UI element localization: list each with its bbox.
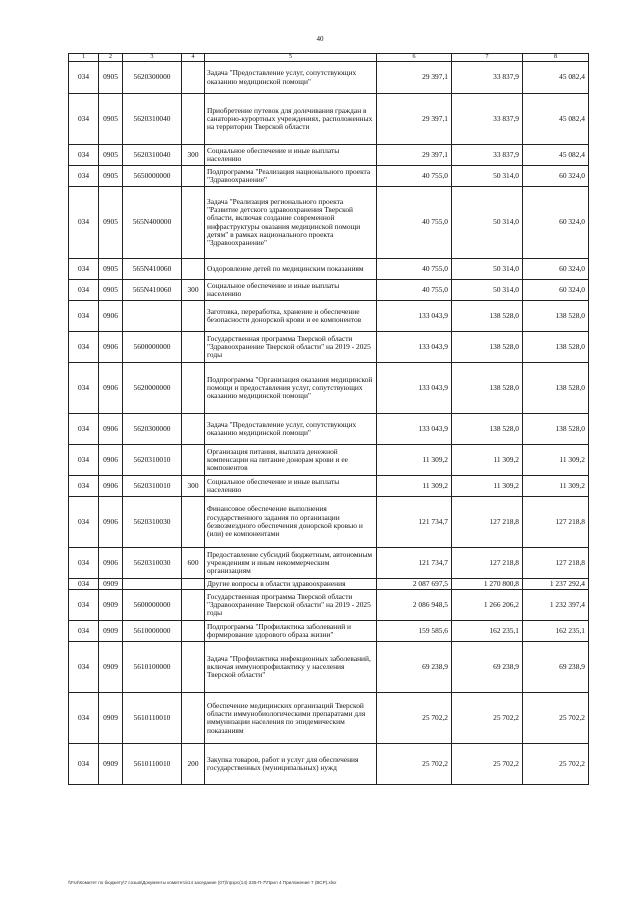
target-article-cell: 5610110010 xyxy=(123,693,182,744)
expense-type-cell xyxy=(182,590,205,621)
amount-2024-cell: 50 314,0 xyxy=(452,280,523,301)
table-row xyxy=(69,642,589,693)
description-cell: Подпрограмма "Организация оказания медицинской помощи и предоставления услуг, сопутствующих оказанию медицинской помощи" xyxy=(205,363,377,414)
amount-2023-cell: 2 086 948,5 xyxy=(377,590,452,621)
amount-2025-cell: 45 082,4 xyxy=(523,94,589,145)
expense-type-cell xyxy=(182,414,205,445)
table-row xyxy=(69,62,589,94)
expense-type-cell xyxy=(182,332,205,363)
amount-2025-cell: 69 238,9 xyxy=(523,642,589,693)
amount-2023-cell: 133 043,9 xyxy=(377,363,452,414)
description-cell: Задача "Предоставление услуг, сопутствующих оказанию медицинской помощи" xyxy=(205,414,377,445)
amount-2023-cell: 40 755,0 xyxy=(377,187,452,259)
section-code-cell: 0906 xyxy=(99,497,123,548)
amount-2025-cell: 138 528,0 xyxy=(523,363,589,414)
description-cell: Финансовое обеспечение выполнения государственного задания по организации безвозмездного обеспечения донорской кровью и (или) ее компонентами xyxy=(205,497,377,548)
amount-2025-cell: 25 702,2 xyxy=(523,744,589,785)
description-cell: Подпрограмма "Профилактика заболеваний и формирование здорового образа жизни" xyxy=(205,621,377,642)
amount-2024-cell: 69 238,9 xyxy=(452,642,523,693)
column-number: 7 xyxy=(452,54,523,62)
amount-2024-cell: 25 702,2 xyxy=(452,744,523,785)
admin-code-cell: 034 xyxy=(69,166,99,187)
section-code-cell: 0906 xyxy=(99,332,123,363)
expense-type-cell: 300 xyxy=(182,476,205,497)
admin-code-cell: 034 xyxy=(69,62,99,94)
admin-code-cell: 034 xyxy=(69,187,99,259)
section-code-cell: 0909 xyxy=(99,693,123,744)
description-cell: Другие вопросы в области здравоохранения xyxy=(205,579,377,590)
target-article-cell: 5620310010 xyxy=(123,476,182,497)
section-code-cell: 0905 xyxy=(99,62,123,94)
admin-code-cell: 034 xyxy=(69,497,99,548)
table-row xyxy=(69,280,589,301)
amount-2025-cell: 127 218,8 xyxy=(523,548,589,579)
amount-2025-cell: 1 237 292,4 xyxy=(523,579,589,590)
amount-2025-cell: 11 309,2 xyxy=(523,445,589,476)
amount-2024-cell: 138 528,0 xyxy=(452,301,523,332)
table-row xyxy=(69,744,589,785)
section-code-cell: 0906 xyxy=(99,414,123,445)
amount-2025-cell: 60 324,0 xyxy=(523,166,589,187)
amount-2024-cell: 138 528,0 xyxy=(452,414,523,445)
amount-2025-cell: 162 235,1 xyxy=(523,621,589,642)
expense-type-cell xyxy=(182,693,205,744)
expense-type-cell xyxy=(182,363,205,414)
expense-type-cell: 600 xyxy=(182,548,205,579)
amount-2023-cell: 40 755,0 xyxy=(377,280,452,301)
table-row xyxy=(69,363,589,414)
section-code-cell: 0905 xyxy=(99,280,123,301)
amount-2023-cell: 69 238,9 xyxy=(377,642,452,693)
section-code-cell: 0909 xyxy=(99,621,123,642)
amount-2023-cell: 25 702,2 xyxy=(377,693,452,744)
amount-2023-cell: 133 043,9 xyxy=(377,414,452,445)
table-row xyxy=(69,579,589,590)
target-article-cell: 565N400000 xyxy=(123,187,182,259)
target-article-cell: 5620310010 xyxy=(123,445,182,476)
admin-code-cell: 034 xyxy=(69,332,99,363)
description-cell: Оздоровление детей по медицинским показаниям xyxy=(205,259,377,280)
amount-2023-cell: 121 734,7 xyxy=(377,548,452,579)
amount-2025-cell: 138 528,0 xyxy=(523,414,589,445)
amount-2024-cell: 127 218,8 xyxy=(452,497,523,548)
admin-code-cell: 034 xyxy=(69,414,99,445)
admin-code-cell: 034 xyxy=(69,744,99,785)
section-code-cell: 0909 xyxy=(99,579,123,590)
column-number: 8 xyxy=(523,54,589,62)
amount-2023-cell: 2 087 697,5 xyxy=(377,579,452,590)
expense-type-cell xyxy=(182,642,205,693)
amount-2023-cell: 159 585,6 xyxy=(377,621,452,642)
admin-code-cell: 034 xyxy=(69,94,99,145)
description-cell: Подпрограмма "Реализация национального проекта "Здравоохранение" xyxy=(205,166,377,187)
amount-2023-cell: 40 755,0 xyxy=(377,166,452,187)
target-article-cell: 5620310040 xyxy=(123,145,182,166)
expense-type-cell xyxy=(182,301,205,332)
admin-code-cell: 034 xyxy=(69,590,99,621)
file-path-footer: \\Fs4\Комитет по бюджету\7 созыв\Документы комитета\14 заседание (07)\прзрс(14) 235-П-7\Прил 4 Приложение 7 (ВСР).xlsx xyxy=(68,880,337,885)
expense-type-cell: 300 xyxy=(182,280,205,301)
amount-2025-cell: 138 528,0 xyxy=(523,301,589,332)
column-number: 1 xyxy=(69,54,99,62)
expense-type-cell: 200 xyxy=(182,744,205,785)
admin-code-cell: 034 xyxy=(69,445,99,476)
expense-type-cell xyxy=(182,187,205,259)
amount-2024-cell: 25 702,2 xyxy=(452,693,523,744)
table-row xyxy=(69,693,589,744)
amount-2024-cell: 50 314,0 xyxy=(452,166,523,187)
amount-2023-cell: 133 043,9 xyxy=(377,301,452,332)
description-cell: Задача "Предоставление услуг, сопутствующих оказанию медицинской помощи" xyxy=(205,62,377,94)
amount-2025-cell: 60 324,0 xyxy=(523,187,589,259)
target-article-cell: 565N410060 xyxy=(123,280,182,301)
admin-code-cell: 034 xyxy=(69,280,99,301)
target-article-cell: 5610000000 xyxy=(123,621,182,642)
table-row xyxy=(69,548,589,579)
table-body xyxy=(69,62,589,785)
admin-code-cell: 034 xyxy=(69,145,99,166)
amount-2025-cell: 60 324,0 xyxy=(523,259,589,280)
column-number: 2 xyxy=(99,54,123,62)
table-row xyxy=(69,166,589,187)
admin-code-cell: 034 xyxy=(69,259,99,280)
section-code-cell: 0906 xyxy=(99,548,123,579)
amount-2024-cell: 11 309,2 xyxy=(452,476,523,497)
amount-2025-cell: 127 218,8 xyxy=(523,497,589,548)
amount-2025-cell: 45 082,4 xyxy=(523,145,589,166)
target-article-cell: 5600000000 xyxy=(123,590,182,621)
description-cell: Заготовка, переработка, хранение и обеспечение безопасности донорской крови и ее компонентов xyxy=(205,301,377,332)
table-row xyxy=(69,590,589,621)
budget-table xyxy=(68,53,589,785)
target-article-cell xyxy=(123,301,182,332)
amount-2023-cell: 25 702,2 xyxy=(377,744,452,785)
table-row xyxy=(69,301,589,332)
section-code-cell: 0905 xyxy=(99,145,123,166)
amount-2024-cell: 33 837,9 xyxy=(452,62,523,94)
amount-2023-cell: 29 397,1 xyxy=(377,62,452,94)
table-row xyxy=(69,414,589,445)
section-code-cell: 0906 xyxy=(99,445,123,476)
section-code-cell: 0905 xyxy=(99,187,123,259)
section-code-cell: 0905 xyxy=(99,94,123,145)
table-row xyxy=(69,145,589,166)
admin-code-cell: 034 xyxy=(69,642,99,693)
column-number: 6 xyxy=(377,54,452,62)
amount-2023-cell: 11 309,2 xyxy=(377,476,452,497)
expense-type-cell xyxy=(182,621,205,642)
description-cell: Организация питания, выплата денежной компенсации на питание донорам крови и ее компонентов xyxy=(205,445,377,476)
column-number: 4 xyxy=(182,54,205,62)
admin-code-cell: 034 xyxy=(69,621,99,642)
amount-2024-cell: 33 837,9 xyxy=(452,94,523,145)
target-article-cell: 5610110010 xyxy=(123,744,182,785)
target-article-cell: 5620300000 xyxy=(123,414,182,445)
amount-2025-cell: 25 702,2 xyxy=(523,693,589,744)
admin-code-cell: 034 xyxy=(69,693,99,744)
amount-2024-cell: 127 218,8 xyxy=(452,548,523,579)
target-article-cell: 5620310040 xyxy=(123,94,182,145)
admin-code-cell: 034 xyxy=(69,301,99,332)
table-row xyxy=(69,621,589,642)
target-article-cell: 565N410060 xyxy=(123,259,182,280)
target-article-cell: 5610100000 xyxy=(123,642,182,693)
description-cell: Социальное обеспечение и иные выплаты населению xyxy=(205,476,377,497)
amount-2024-cell: 138 528,0 xyxy=(452,332,523,363)
amount-2024-cell: 33 837,9 xyxy=(452,145,523,166)
description-cell: Задача "Профилактика инфекционных заболеваний, включая иммунопрофилактику у населения Тверской области" xyxy=(205,642,377,693)
description-cell: Обеспечение медицинских организаций Тверской области иммунобиологическими препаратами для иммунизации населения по эпидемическим показаниям xyxy=(205,693,377,744)
table-row xyxy=(69,259,589,280)
expense-type-cell xyxy=(182,497,205,548)
amount-2025-cell: 138 528,0 xyxy=(523,332,589,363)
column-number: 3 xyxy=(123,54,182,62)
amount-2023-cell: 29 397,1 xyxy=(377,145,452,166)
admin-code-cell: 034 xyxy=(69,579,99,590)
table-row xyxy=(69,476,589,497)
description-cell: Приобретение путевок для долечивания граждан в санаторно-курортных учреждениях, расположенных на территории Тверской области xyxy=(205,94,377,145)
expense-type-cell xyxy=(182,62,205,94)
section-code-cell: 0909 xyxy=(99,744,123,785)
column-number: 5 xyxy=(205,54,377,62)
section-code-cell: 0905 xyxy=(99,259,123,280)
amount-2023-cell: 40 755,0 xyxy=(377,259,452,280)
admin-code-cell: 034 xyxy=(69,476,99,497)
amount-2024-cell: 50 314,0 xyxy=(452,187,523,259)
amount-2023-cell: 29 397,1 xyxy=(377,94,452,145)
section-code-cell: 0909 xyxy=(99,590,123,621)
description-cell: Предоставление субсидий бюджетным, автономным учреждениям и иным некоммерческим организациям xyxy=(205,548,377,579)
amount-2025-cell: 60 324,0 xyxy=(523,280,589,301)
table-row xyxy=(69,332,589,363)
amount-2025-cell: 45 082,4 xyxy=(523,62,589,94)
expense-type-cell: 300 xyxy=(182,145,205,166)
expense-type-cell xyxy=(182,166,205,187)
amount-2024-cell: 1 270 800,8 xyxy=(452,579,523,590)
expense-type-cell xyxy=(182,259,205,280)
description-cell: Социальное обеспечение и иные выплаты населению xyxy=(205,145,377,166)
amount-2024-cell: 1 266 206,2 xyxy=(452,590,523,621)
description-cell: Закупка товаров, работ и услуг для обеспечения государственных (муниципальных) нужд xyxy=(205,744,377,785)
target-article-cell: 5620310030 xyxy=(123,548,182,579)
amount-2024-cell: 138 528,0 xyxy=(452,363,523,414)
section-code-cell: 0906 xyxy=(99,363,123,414)
section-code-cell: 0906 xyxy=(99,301,123,332)
amount-2023-cell: 121 734,7 xyxy=(377,497,452,548)
table-row xyxy=(69,445,589,476)
description-cell: Задача "Реализация регионального проекта "Развитие детского здравоохранения Тверской области, включая создание современной инфраструктуры оказания медицинской помощи детям" в рамках национального проекта "Здравоохранение" xyxy=(205,187,377,259)
table-row xyxy=(69,497,589,548)
column-number-row xyxy=(69,54,589,62)
description-cell: Государственная программа Тверской области "Здравоохранение Тверской области" на 2019 - 2025 годы xyxy=(205,590,377,621)
section-code-cell: 0905 xyxy=(99,166,123,187)
description-cell: Государственная программа Тверской области "Здравоохранение Тверской области" на 2019 - 2025 годы xyxy=(205,332,377,363)
amount-2024-cell: 50 314,0 xyxy=(452,259,523,280)
amount-2025-cell: 11 309,2 xyxy=(523,476,589,497)
table-row xyxy=(69,187,589,259)
expense-type-cell xyxy=(182,579,205,590)
target-article-cell: 5620300000 xyxy=(123,62,182,94)
amount-2023-cell: 133 043,9 xyxy=(377,332,452,363)
amount-2025-cell: 1 232 397,4 xyxy=(523,590,589,621)
target-article-cell: 5620000000 xyxy=(123,363,182,414)
amount-2024-cell: 162 235,1 xyxy=(452,621,523,642)
admin-code-cell: 034 xyxy=(69,548,99,579)
expense-type-cell xyxy=(182,445,205,476)
target-article-cell xyxy=(123,579,182,590)
page-number: 40 xyxy=(316,35,324,43)
target-article-cell: 5650000000 xyxy=(123,166,182,187)
expense-type-cell xyxy=(182,94,205,145)
target-article-cell: 5620310030 xyxy=(123,497,182,548)
table-row xyxy=(69,94,589,145)
section-code-cell: 0906 xyxy=(99,476,123,497)
section-code-cell: 0909 xyxy=(99,642,123,693)
amount-2023-cell: 11 309,2 xyxy=(377,445,452,476)
description-cell: Социальное обеспечение и иные выплаты населению xyxy=(205,280,377,301)
amount-2024-cell: 11 309,2 xyxy=(452,445,523,476)
target-article-cell: 5600000000 xyxy=(123,332,182,363)
admin-code-cell: 034 xyxy=(69,363,99,414)
